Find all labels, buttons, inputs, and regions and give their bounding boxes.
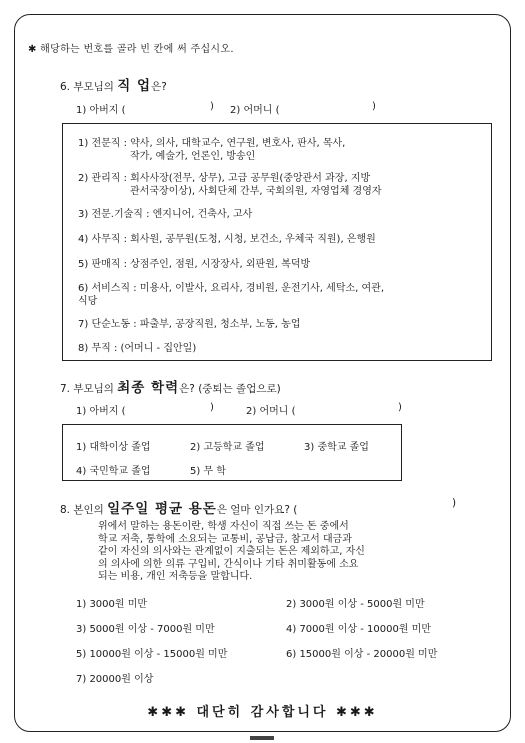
q8-option-5: 5) 10000원 이상 - 15000원 미만 [76, 649, 228, 660]
q7-option-4: 4) 국민학교 졸업 [76, 466, 151, 477]
q6-option-1: 1) 전문직 : 약사, 의사, 대학교수, 연구원, 변호사, 판사, 목사, 작가, 예술가, 언론인, 방송인 [78, 138, 346, 162]
q8-close: ) [452, 497, 457, 509]
q8-explanation: 위에서 말하는 용돈이란, 학생 자신이 직접 쓰는 돈 중에서 학교 저축, 통학에 소요되는 교통비, 공납금, 참고서 대금과 같이 자신의 의사와는 관계없이 지출되는 돈은 제외하고, 자신 의 의사에 의한 의류 구입비, 간식이나 기타 취미활동에 소요 되는 비용, 개인 저축등을 말합니다. [98, 521, 365, 582]
q7-mother-close: ) [398, 402, 402, 413]
q8-option-1: 1) 3000원 미만 [76, 599, 148, 610]
q7-option-3: 3) 중학교 졸업 [304, 442, 369, 453]
q7-option-2: 2) 고등학교 졸업 [190, 442, 265, 453]
q6-father-label: 1) 아버지 ( [76, 105, 126, 116]
q8-option-6: 6) 15000원 이상 - 20000원 미만 [286, 649, 438, 660]
q8-option-2: 2) 3000원 이상 - 5000원 미만 [286, 599, 425, 610]
q8-option-7: 7) 20000원 이상 [76, 674, 154, 685]
q6-title [60, 74, 167, 94]
q6-option-2: 2) 관리직 : 회사사장(전무, 상무), 고급 공무원(중앙관서 과장, 지방 관서국장이상), 사회단체 간부, 국회의원, 자영업체 경영자 [78, 173, 382, 197]
q8-prefix: 8. 본인의 [60, 504, 108, 516]
q6-option-4: 4) 사무직 : 회사원, 공무원(도청, 시청, 보건소, 우체국 직원), 은행원 [78, 234, 376, 245]
closing-thanks: ✱✱✱ 대단히 감사합니다 ✱✱✱ [147, 705, 378, 720]
instruction-text: ✱ 해당하는 번호를 골라 빈 칸에 써 주십시오. [28, 44, 234, 55]
q7-suffix: 은? (중퇴는 졸업으로) [179, 383, 281, 395]
q7-title [60, 376, 281, 396]
q6-prefix: 6. 부모님의 [60, 81, 118, 93]
q6-option-8: 8) 무직 : (어머니 - 집안일) [78, 343, 197, 354]
q8-suffix: 은 얼마 인가요? ( [216, 504, 298, 516]
q6-emphasis: 직 업 [117, 78, 152, 94]
q7-father-close: ) [210, 402, 214, 413]
q8-title [60, 497, 297, 517]
q7-prefix: 7. 부모님의 [60, 383, 118, 395]
q7-mother-label: 2) 어머니 ( [246, 406, 296, 417]
q6-option-5: 5) 판매직 : 상점주인, 점원, 시장장사, 외판원, 복덕방 [78, 259, 311, 270]
page-number-mark [250, 736, 274, 740]
q6-suffix: 은? [151, 81, 167, 93]
q7-option-5: 5) 무 학 [190, 466, 226, 477]
q7-emphasis: 최종 학력 [117, 380, 180, 396]
q7-option-1: 1) 대학이상 졸업 [76, 442, 151, 453]
q6-option-7: 7) 단순노동 : 파출부, 공장직원, 청소부, 노동, 농업 [78, 319, 301, 330]
q8-option-4: 4) 7000원 이상 - 10000원 미만 [286, 624, 431, 635]
q6-option-3: 3) 전문.기술직 : 엔지니어, 건축사, 고사 [78, 209, 253, 220]
q7-father-label: 1) 아버지 ( [76, 406, 126, 417]
q6-option-6: 6) 서비스직 : 미용사, 이발사, 요리사, 경비원, 운전기사, 세탁소, 여관, 식당 [78, 283, 384, 307]
q6-mother-close: ) [372, 101, 376, 112]
q6-mother-label: 2) 어머니 ( [230, 105, 280, 116]
q8-option-3: 3) 5000원 이상 - 7000원 미만 [76, 624, 215, 635]
q6-father-close: ) [210, 101, 214, 112]
q8-emphasis: 일주일 평균 용돈 [107, 501, 217, 517]
